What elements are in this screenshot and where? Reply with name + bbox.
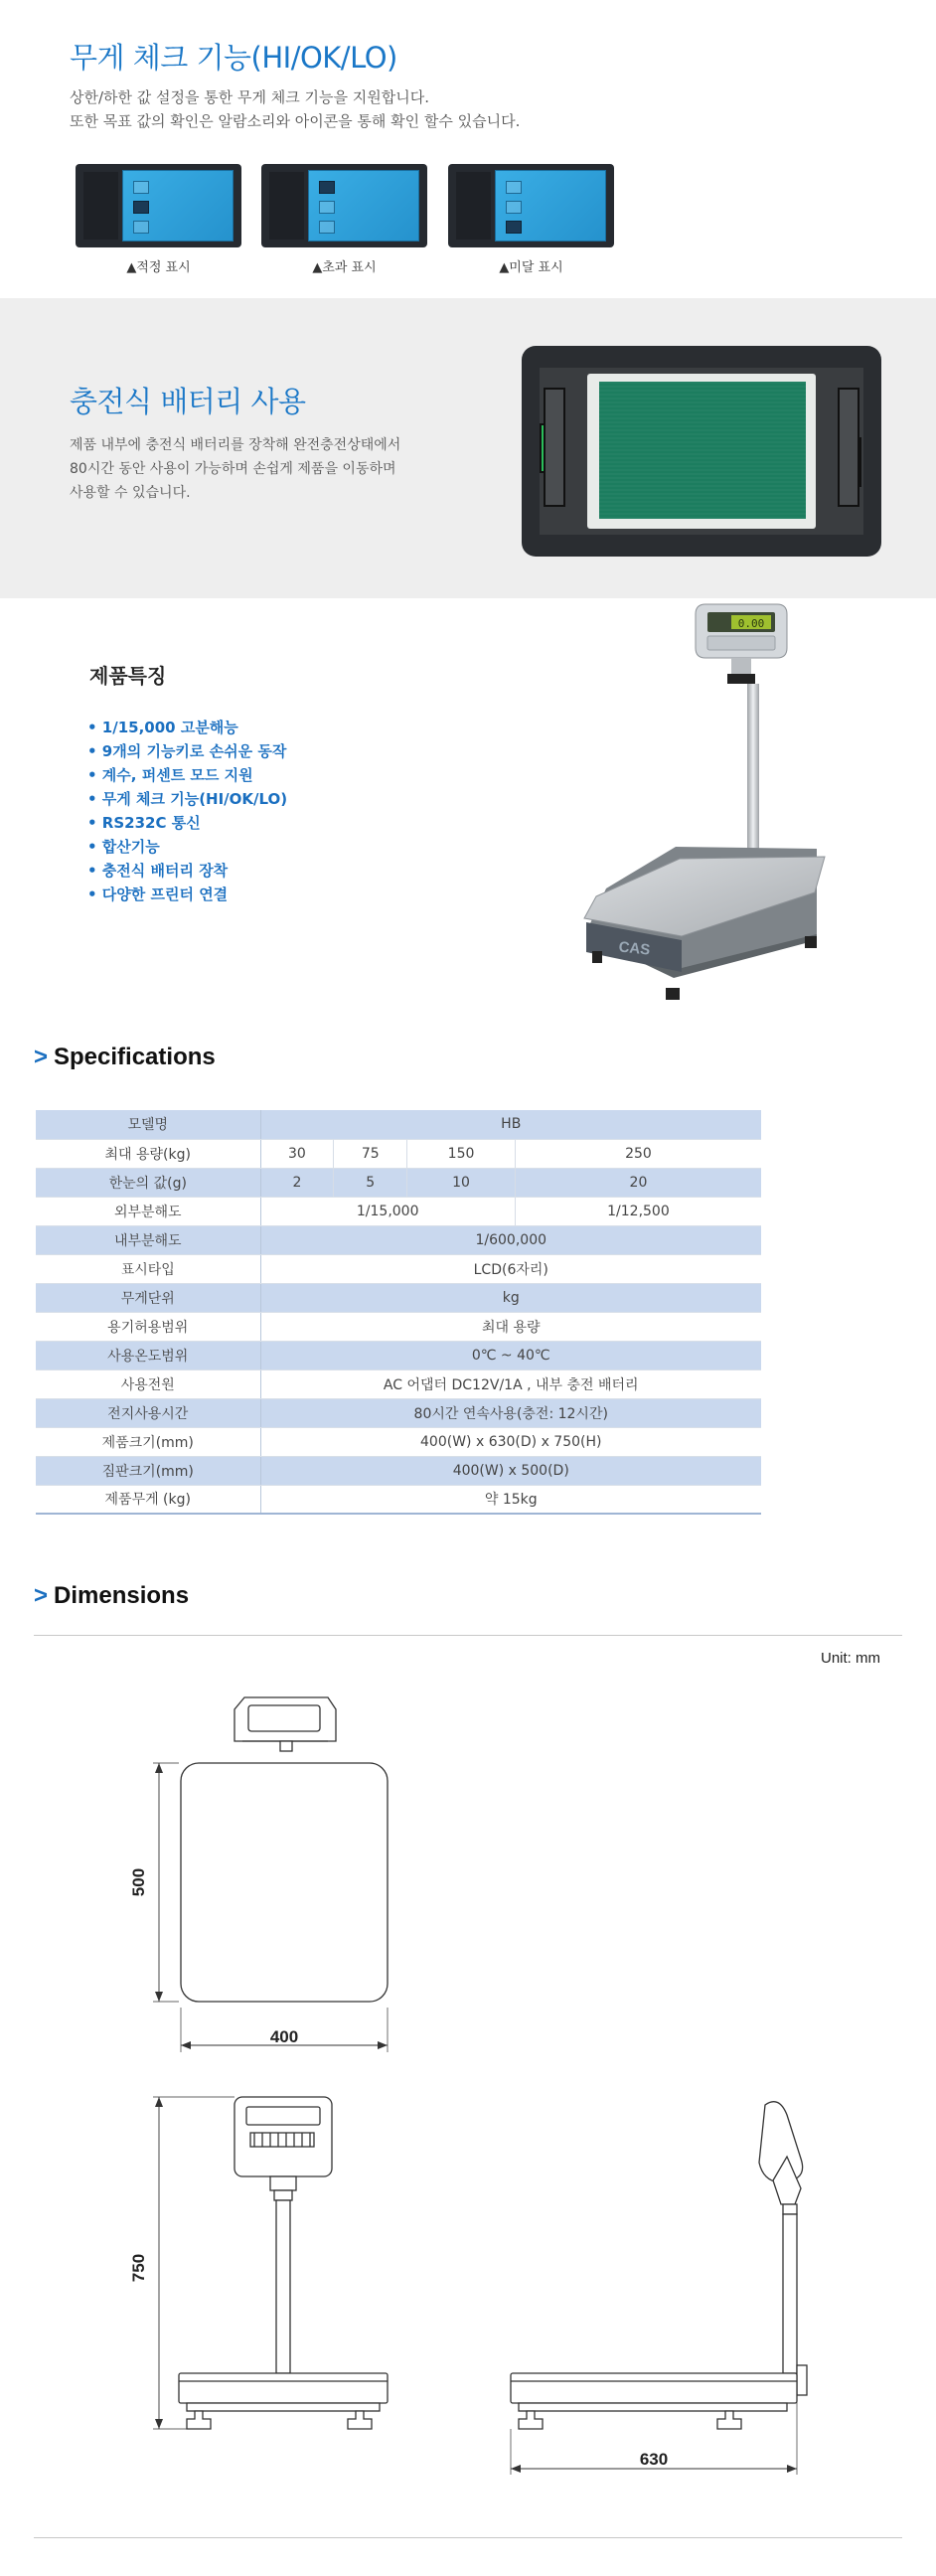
row-value: 20 bbox=[515, 1168, 761, 1197]
battery-desc-line1: 제품 내부에 충전식 배터리를 장착해 완전충전상태에서 bbox=[70, 437, 401, 453]
dimension-drawing bbox=[0, 1680, 936, 2554]
hi-indicator-icon bbox=[319, 181, 335, 194]
row-label: 전지사용시간 bbox=[36, 1398, 260, 1427]
feature-item: • 다양한 프린터 연결 bbox=[87, 886, 229, 903]
chevron-right-icon: > bbox=[34, 1582, 49, 1609]
specifications-heading-text: Specifications bbox=[54, 1044, 216, 1070]
weight-check-desc-line2: 또한 목표 값의 확인은 알람소리와 아이콘을 통해 확인 할수 있습니다. bbox=[70, 112, 521, 130]
row-label: 사용온도범위 bbox=[36, 1341, 260, 1369]
card-caption-hi: ▲초과 표시 bbox=[312, 260, 377, 275]
unit-label: Unit: mm bbox=[821, 1650, 880, 1667]
table-row bbox=[36, 1254, 761, 1283]
dimensions-heading bbox=[34, 1582, 189, 1610]
table-row bbox=[36, 1369, 761, 1398]
ok-indicator-icon bbox=[506, 201, 522, 214]
battery-desc-line3: 사용할 수 있습니다. bbox=[70, 485, 191, 501]
feature-item: • 충전식 배터리 장착 bbox=[87, 862, 229, 880]
row-label: 내부분해도 bbox=[36, 1225, 260, 1254]
row-value: 250 bbox=[515, 1139, 761, 1168]
row-value: 1/15,000 bbox=[260, 1197, 515, 1225]
table-row bbox=[36, 1168, 761, 1197]
row-value: 최대 용량 bbox=[260, 1312, 761, 1341]
row-value: 400(W) x 630(D) x 750(H) bbox=[260, 1427, 761, 1456]
row-label: 최대 용량(kg) bbox=[36, 1139, 260, 1168]
row-value: kg bbox=[260, 1283, 761, 1312]
feature-item: • 9개의 기능키로 손쉬운 동작 bbox=[87, 742, 287, 760]
row-label: 무게단위 bbox=[36, 1283, 260, 1312]
row-value: LCD(6자리) bbox=[260, 1254, 761, 1283]
weight-check-desc-line1: 상한/하한 값 설정을 통한 무게 체크 기능을 지원합니다. bbox=[70, 88, 429, 106]
battery-desc-line2: 80시간 동안 사용이 가능하며 손쉽게 제품을 이동하며 bbox=[70, 461, 396, 477]
card-caption-ok: ▲적정 표시 bbox=[126, 260, 191, 275]
battery-title: 충전식 배터리 사용 bbox=[70, 385, 306, 418]
weight-check-title: 무게 체크 기능(HI/OK/LO) bbox=[70, 41, 397, 75]
specifications-table bbox=[36, 1110, 761, 1515]
row-label: 외부분해도 bbox=[36, 1197, 260, 1225]
lo-indicator-icon bbox=[133, 221, 149, 234]
row-value: 80시간 연속사용(충전: 12시간) bbox=[260, 1398, 761, 1427]
row-value: 2 bbox=[260, 1168, 334, 1197]
row-label: 제품크기(mm) bbox=[36, 1427, 260, 1456]
ok-indicator-icon bbox=[133, 201, 149, 214]
card-caption-lo: ▲미달 표시 bbox=[499, 260, 563, 275]
row-value: 약 15kg bbox=[260, 1485, 761, 1514]
specifications-heading bbox=[34, 1044, 216, 1071]
brand-logo: CAS bbox=[617, 938, 652, 959]
lcd-ok-image bbox=[76, 164, 241, 247]
hi-indicator-icon bbox=[506, 181, 522, 194]
lo-indicator-icon bbox=[319, 221, 335, 234]
row-label: 제품무게 (kg) bbox=[36, 1485, 260, 1514]
chevron-right-icon: > bbox=[34, 1044, 49, 1070]
table-row bbox=[36, 1139, 761, 1168]
dim-side-depth-label: 630 bbox=[639, 2450, 669, 2469]
row-label: 표시타입 bbox=[36, 1254, 260, 1283]
table-row bbox=[36, 1312, 761, 1341]
product-photo bbox=[556, 598, 855, 1016]
features-list bbox=[87, 716, 287, 906]
weight-check-section bbox=[0, 0, 936, 298]
dimensions-heading-text: Dimensions bbox=[54, 1582, 190, 1609]
bottom-divider bbox=[34, 2537, 902, 2538]
row-value: 30 bbox=[260, 1139, 334, 1168]
features-title: 제품특징 bbox=[89, 664, 167, 688]
row-value: 10 bbox=[407, 1168, 516, 1197]
table-row bbox=[36, 1427, 761, 1456]
table-row bbox=[36, 1485, 761, 1514]
lo-indicator-icon bbox=[506, 221, 522, 234]
features-section bbox=[0, 598, 936, 1016]
dim-width-label: 400 bbox=[269, 2027, 299, 2046]
row-value: 150 bbox=[407, 1139, 516, 1168]
row-value: 1/600,000 bbox=[260, 1225, 761, 1254]
row-value: 5 bbox=[334, 1168, 407, 1197]
row-value: 0℃ ~ 40℃ bbox=[260, 1341, 761, 1369]
lcd-lo-image bbox=[448, 164, 614, 247]
table-row bbox=[36, 1283, 761, 1312]
row-label: 짐판크기(mm) bbox=[36, 1456, 260, 1485]
feature-item: • 무게 체크 기능(HI/OK/LO) bbox=[87, 790, 288, 808]
table-row bbox=[36, 1225, 761, 1254]
lcd-hi-image bbox=[261, 164, 427, 247]
feature-item: • 1/15,000 고분해능 bbox=[87, 719, 238, 736]
battery-pack bbox=[599, 382, 806, 519]
row-value: HB bbox=[260, 1110, 761, 1139]
row-value: 400(W) x 500(D) bbox=[260, 1456, 761, 1485]
row-value: 1/12,500 bbox=[515, 1197, 761, 1225]
ok-indicator-icon bbox=[319, 201, 335, 214]
table-row bbox=[36, 1110, 761, 1139]
table-row bbox=[36, 1456, 761, 1485]
row-label: 한눈의 값(g) bbox=[36, 1168, 260, 1197]
row-value: 75 bbox=[334, 1139, 407, 1168]
row-value: AC 어댑터 DC12V/1A , 내부 충전 배터리 bbox=[260, 1369, 761, 1398]
feature-item: • 합산기능 bbox=[87, 838, 160, 856]
row-label: 모델명 bbox=[36, 1110, 260, 1139]
feature-item: • 계수, 퍼센트 모드 지원 bbox=[87, 766, 253, 784]
hi-indicator-icon bbox=[133, 181, 149, 194]
battery-photo bbox=[522, 346, 881, 557]
dim-height-label: 750 bbox=[129, 2253, 148, 2283]
dim-depth-label: 500 bbox=[129, 1867, 148, 1897]
display-reading: 0.00 bbox=[737, 617, 765, 630]
battery-section bbox=[0, 298, 936, 598]
table-row bbox=[36, 1341, 761, 1369]
row-label: 용기허용범위 bbox=[36, 1312, 260, 1341]
feature-item: • RS232C 통신 bbox=[87, 814, 201, 832]
row-label: 사용전원 bbox=[36, 1369, 260, 1398]
table-row bbox=[36, 1197, 761, 1225]
table-row bbox=[36, 1398, 761, 1427]
divider bbox=[34, 1635, 902, 1636]
